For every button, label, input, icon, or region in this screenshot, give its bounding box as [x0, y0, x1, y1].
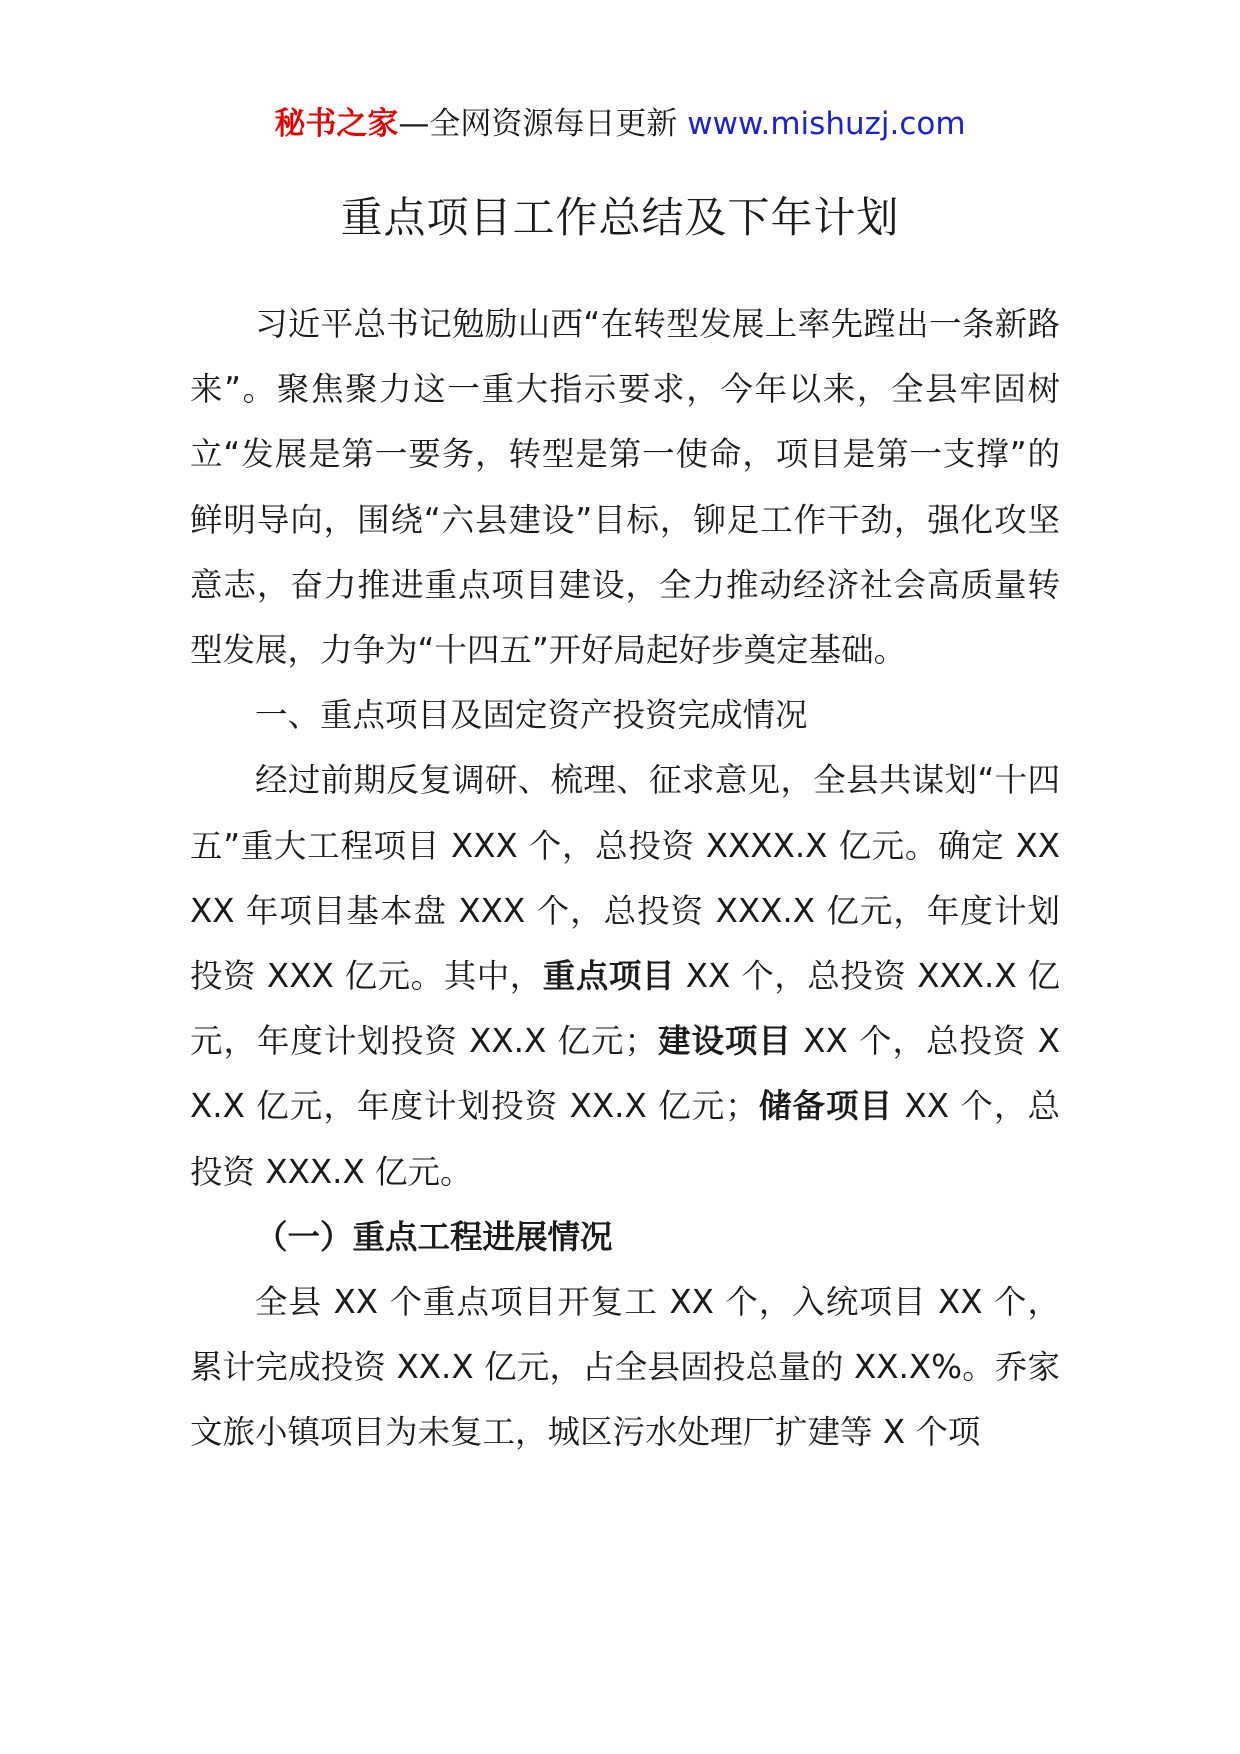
- section-1-text-1: 经过前期反复调研、梳理、征求意见，全县共谋划“十四五”重大工程项目 XXX 个，总投资 XXXX.X 亿元。确定 XXXX 年项目基本盘 XXX 个，总投资 XXX.X 亿元，年度计划投资 XXX 亿元。其中，: [190, 761, 1060, 996]
- brand-name: 秘书之家: [274, 106, 399, 142]
- section-1-text-4: XX 个，总投资 XXX.X 亿元。: [190, 1087, 1060, 1191]
- subsection-heading-1: （一）重点工程进展情况: [255, 1217, 613, 1256]
- site-header: [0, 102, 1240, 146]
- section-1-text-3: XX 个，总投资 XX.X 亿元，年度计划投资 XX.X 亿元；: [190, 1022, 1060, 1126]
- section-heading-1: 一、重点项目及固定资产投资完成情况: [255, 696, 808, 735]
- header-tagline: —全网资源每日更新: [398, 106, 678, 142]
- section-1-text-2: XX 个，总投资 XXX.X 亿元，年度计划投资 XX.X 亿元；: [190, 957, 1060, 1061]
- intro-paragraph: 习近平总书记勉励山西“在转型发展上率先蹚出一条新路来”。聚焦聚力这一重大指示要求，今年以来，全县牢固树立“发展是第一要务，转型是第一使命，项目是第一支撑”的鲜明导向，围绕“六县建设”目标，铆足工作干劲，强化攻坚意志，奋力推进重点项目建设，全力推动经济社会高质量转型发展，力争为“十四五”开好局起好步奠定基础。: [190, 305, 1060, 670]
- document-title: 重点项目工作总结及下年计划: [340, 193, 900, 243]
- site-url-link[interactable]: www.mishuzj.com: [687, 106, 966, 142]
- subsection-1-paragraph: 全县 XX 个重点项目开复工 XX 个，入统项目 XX 个，累计完成投资 XX.X 亿元，占全县固投总量的 XX.X%。乔家文旅小镇项目为未复工，城区污水处理厂扩建等 X 个项: [190, 1283, 1060, 1452]
- bold-term-construction-projects: 建设项目: [657, 1022, 792, 1061]
- bold-term-key-projects: 重点项目: [542, 957, 675, 996]
- document-body: [190, 292, 1060, 1466]
- bold-term-reserve-projects: 储备项目: [757, 1087, 894, 1126]
- section-1-paragraph: [190, 748, 1060, 1204]
